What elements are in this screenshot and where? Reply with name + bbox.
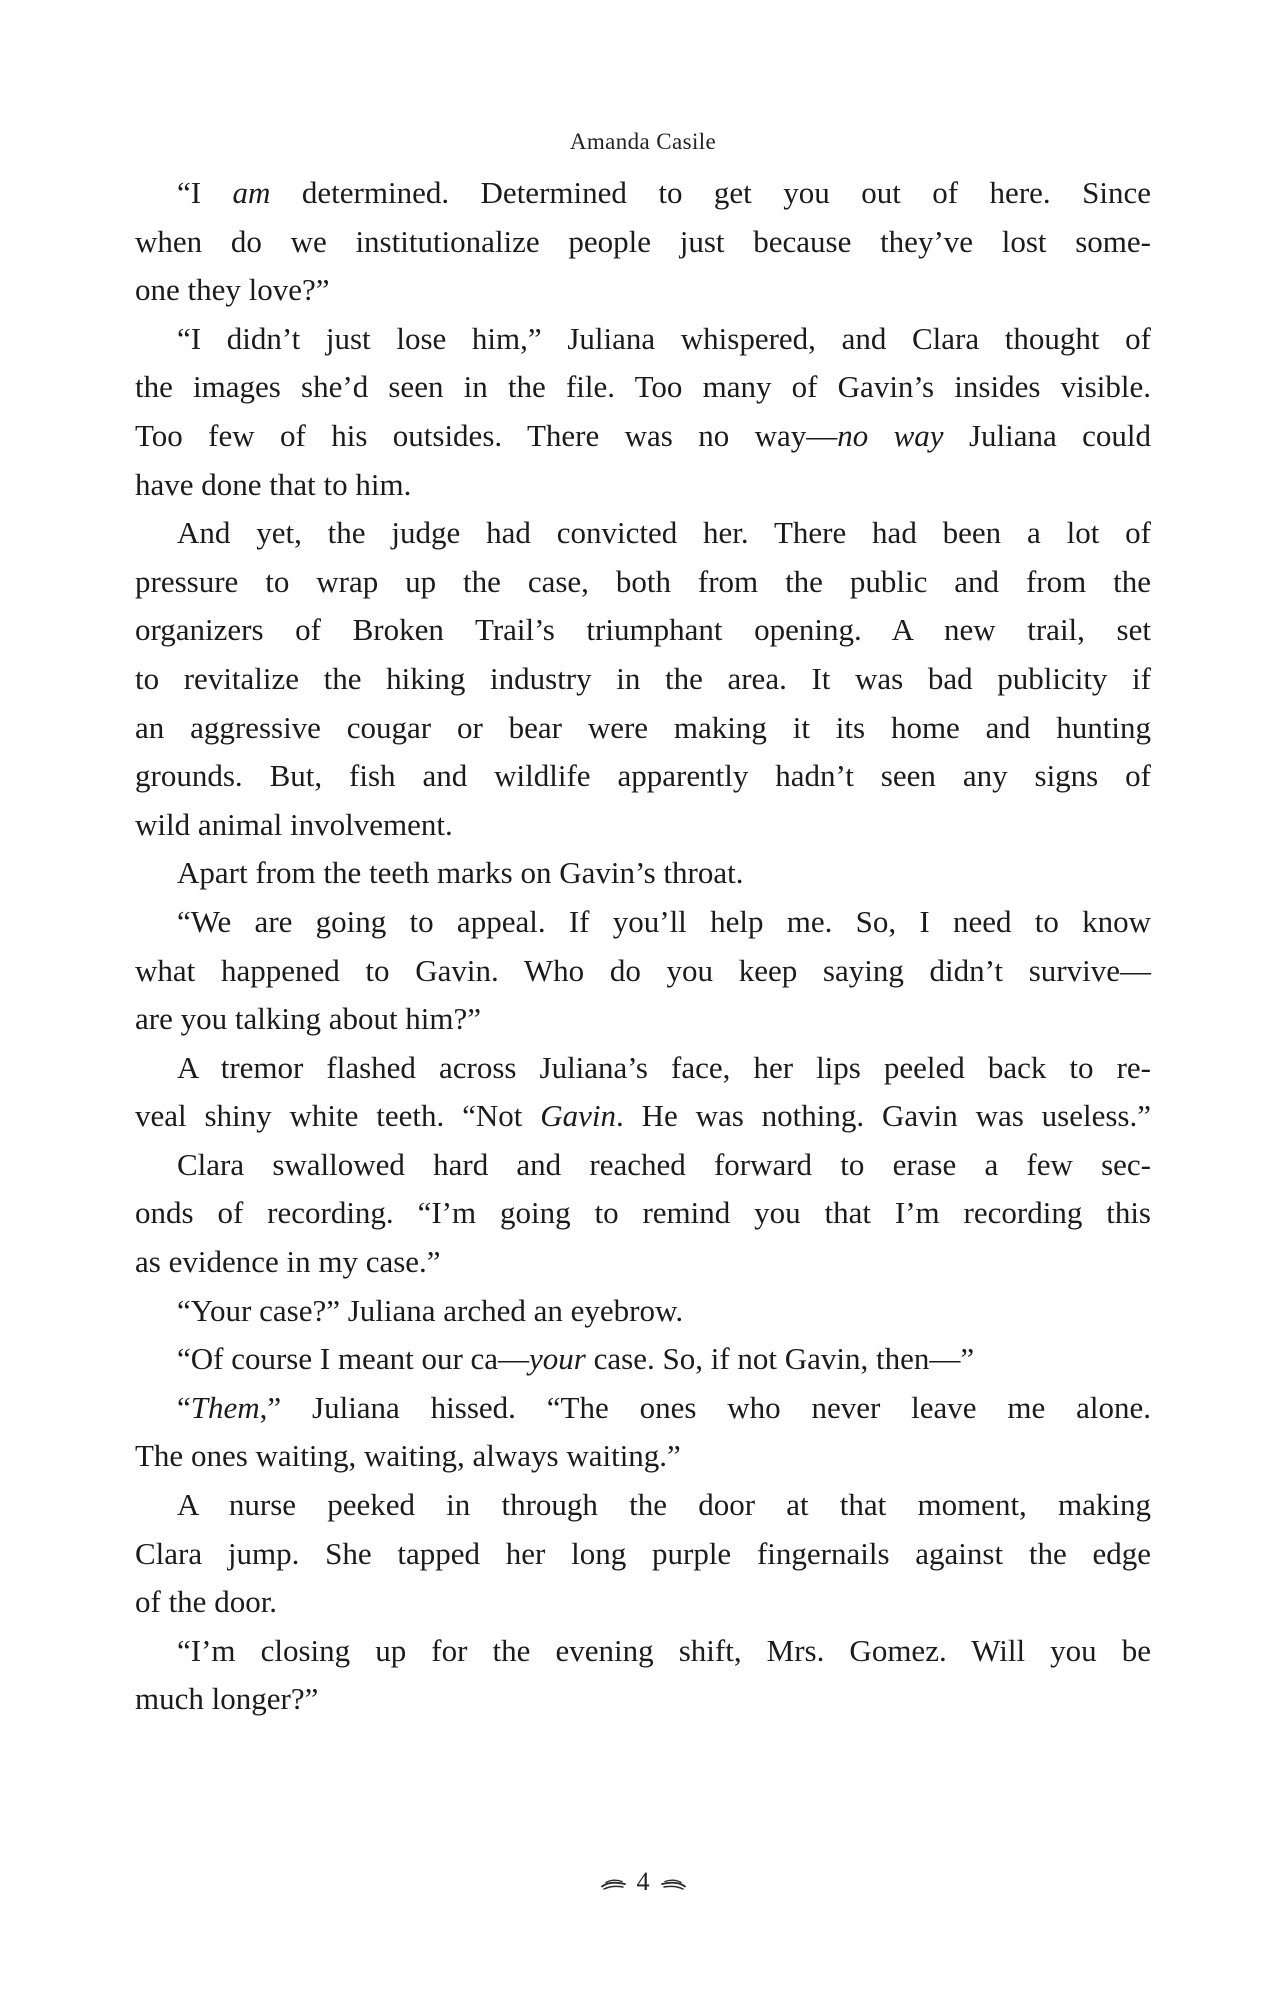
text-line: “I didn’t just lose him,” Juliana whispered, and Clara thought of [177, 320, 1151, 356]
text-line: as evidence in my case.” [135, 1244, 441, 1280]
text-line: The ones waiting, waiting, always waiting.” [135, 1438, 681, 1474]
page-footer [0, 1869, 1286, 1897]
running-header-author: Amanda Casile [569, 129, 717, 154]
text-line: much longer?” [135, 1681, 319, 1717]
text-line: pressure to wrap up the case, both from the public and from the [135, 563, 1151, 599]
text-line: organizers of Broken Trail’s triumphant opening. A new trail, set [135, 612, 1151, 648]
text-line: “I’m closing up for the evening shift, Mrs. Gomez. Will you be [177, 1632, 1151, 1668]
text-line: grounds. But, fish and wildlife apparently hadn’t seen any signs of [135, 758, 1151, 794]
text-line: Clara jump. She tapped her long purple fingernails against the edge [135, 1535, 1151, 1571]
text-line: “We are going to appeal. If you’ll help me. So, I need to know [177, 903, 1151, 939]
text-line: to revitalize the hiking industry in the area. It was bad publicity if [135, 660, 1151, 696]
text-line: A nurse peeked in through the door at that moment, making [177, 1487, 1151, 1523]
text-line: “I am determined. Determined to get you out of here. Since [177, 175, 1151, 210]
text-line: “Them,” Juliana hissed. “The ones who never leave me alone. [177, 1389, 1151, 1425]
page-number: 4 [636, 1867, 650, 1896]
text-line: when do we institutionalize people just because they’ve lost some- [135, 223, 1151, 259]
text-line: Too few of his outsides. There was no way—no way Juliana could [135, 417, 1152, 453]
text-line: are you talking about him?” [135, 1001, 482, 1037]
text-line: “Of course I meant our ca—your case. So, if not Gavin, then—” [177, 1341, 975, 1377]
text-line: the images she’d seen in the file. Too many of Gavin’s insides visible. [135, 369, 1151, 405]
text-line: “Your case?” Juliana arched an eyebrow. [177, 1292, 684, 1328]
text-line: wild animal involvement. [135, 806, 453, 842]
text-line: And yet, the judge had convicted her. There had been a lot of [177, 515, 1151, 551]
text-line: an aggressive cougar or bear were making it its home and hunting [135, 709, 1151, 745]
text-line: one they love?” [135, 272, 330, 308]
claw-ornament-right-icon [660, 1876, 686, 1890]
body-text [135, 169, 1151, 1724]
text-line: A tremor flashed across Juliana’s face, her lips peeled back to re- [177, 1049, 1151, 1085]
text-line: have done that to him. [135, 466, 412, 502]
text-line: of the door. [135, 1584, 278, 1620]
text-line: what happened to Gavin. Who do you keep saying didn’t survive— [135, 952, 1151, 988]
text-line: veal shiny white teeth. “Not Gavin. He was nothing. Gavin was useless.” [135, 1098, 1151, 1134]
text-line: Apart from the teeth marks on Gavin’s throat. [177, 855, 744, 891]
text-line: Clara swallowed hard and reached forward to erase a few sec- [177, 1146, 1151, 1182]
claw-ornament-left-icon [601, 1876, 627, 1890]
text-line: onds of recording. “I’m going to remind you that I’m recording this [135, 1195, 1151, 1231]
